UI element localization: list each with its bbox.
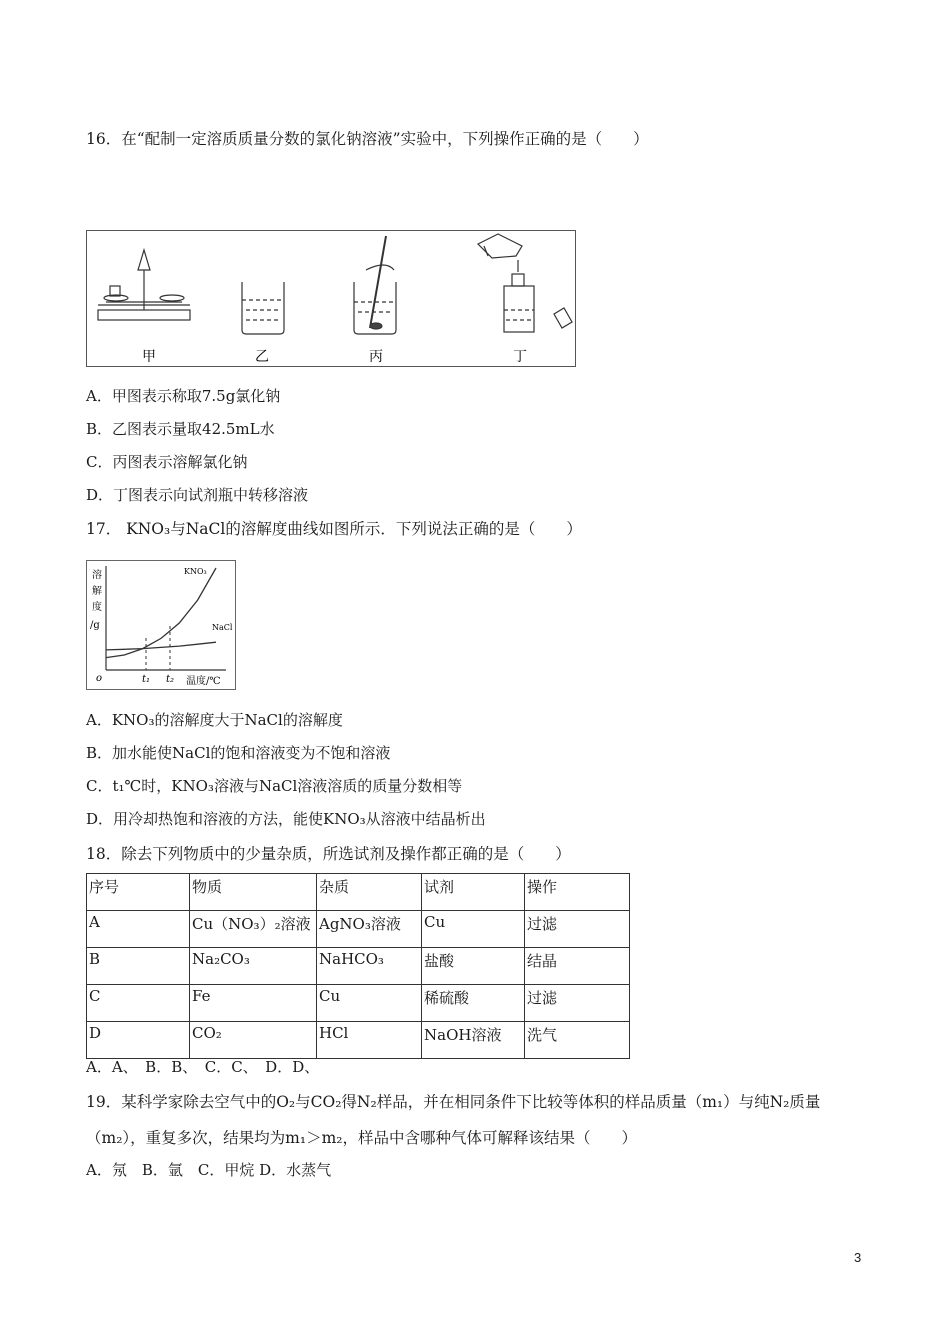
q19-options: A．氖 B．氩 C．甲烷 D．水蒸气 (86, 1161, 332, 1179)
table-cell: 洗气 (525, 1022, 630, 1059)
table-cell: HCl (317, 1022, 422, 1059)
q17-option-c: C．t₁℃时，KNO₃溶液与NaCl溶液溶质的质量分数相等 (86, 777, 463, 795)
fig-label-jia: 甲 (142, 349, 156, 365)
ylabel-char-1: 溶 (92, 570, 102, 581)
page-number: 3 (854, 1250, 862, 1265)
q16-option-d: D．丁图表示向试剂瓶中转移溶液 (86, 486, 309, 504)
q17-option-a: A．KNO₃的溶解度大于NaCl的溶解度 (86, 711, 343, 729)
header-cell: 操作 (525, 874, 630, 911)
x-axis-label: 温度/℃ (186, 676, 221, 687)
table-row (87, 985, 630, 1022)
stirring-beaker-icon (354, 236, 396, 334)
table-row (87, 948, 630, 985)
q17-option-d: D．用冷却热饱和溶液的方法，能使KNO₃从溶液中结晶析出 (86, 810, 486, 828)
q18-stem: 18．除去下列物质中的少量杂质，所选试剂及操作都正确的是（ ） (86, 845, 571, 863)
header-cell: 试剂 (422, 874, 525, 911)
beaker-icon (242, 282, 284, 334)
q16-figure (86, 230, 576, 367)
table-cell: B (87, 948, 190, 985)
q18-table (86, 873, 630, 1059)
fig-label-ding: 丁 (513, 349, 527, 365)
fig-label-bing: 丙 (369, 349, 383, 365)
q17-solubility-chart (86, 560, 236, 690)
table-cell: D (87, 1022, 190, 1059)
table-row (87, 911, 630, 948)
table-cell: NaHCO₃ (317, 948, 422, 985)
q16-option-b: B．乙图表示量取42.5mL水 (86, 420, 275, 438)
table-cell: Na₂CO₃ (190, 948, 317, 985)
table-cell: Cu (317, 985, 422, 1022)
q17-stem: 17． KNO₃与NaCl的溶解度曲线如图所示．下列说法正确的是（ ） (86, 520, 582, 538)
series-nacl-line (106, 642, 216, 650)
q19-stem-line2: （m₂），重复多次，结果均为m₁＞m₂，样品中含哪种气体可解释该结果（ ） (86, 1129, 637, 1147)
origin-label: o (96, 673, 103, 684)
table-row (87, 1022, 630, 1059)
q17-option-b: B．加水能使NaCl的饱和溶液变为不饱和溶液 (86, 744, 391, 762)
header-cell: 物质 (190, 874, 317, 911)
table-cell: A (87, 911, 190, 948)
table-header-row (87, 874, 630, 911)
table-cell: 过滤 (525, 911, 630, 948)
table-cell: NaOH溶液 (422, 1022, 525, 1059)
q16-option-a: A．甲图表示称取7.5g氯化钠 (86, 387, 281, 405)
q19-stem-line1: 19．某科学家除去空气中的O₂与CO₂得N₂样品，并在相同条件下比较等体积的样品质量（m₁）与纯N₂质量 (86, 1093, 821, 1111)
table-cell: 稀硫酸 (422, 985, 525, 1022)
legend-kno3: KNO₃ (184, 567, 207, 576)
q16-stem: 16．在“配制一定溶质质量分数的氯化钠溶液”实验中，下列操作正确的是（ ） (86, 130, 649, 148)
table-cell: 盐酸 (422, 948, 525, 985)
x-tick-t2: t₂ (166, 674, 175, 685)
table-cell: Fe (190, 985, 317, 1022)
ylabel-char-2: 解 (92, 586, 102, 597)
header-cell: 杂质 (317, 874, 422, 911)
fig-label-yi: 乙 (255, 349, 269, 365)
q18-options: A．A、 B．B、 C．C、 D．D、 (86, 1058, 320, 1076)
table-cell: 结晶 (525, 948, 630, 985)
balance-icon (98, 250, 190, 320)
ylabel-char-3: 度 (92, 602, 102, 613)
table-cell: C (87, 985, 190, 1022)
legend-nacl: NaCl (212, 623, 233, 632)
ylabel-char-4: /g (90, 620, 100, 631)
table-cell: Cu (422, 911, 525, 948)
reagent-bottle-icon (478, 234, 572, 332)
table-cell: AgNO₃溶液 (317, 911, 422, 948)
header-cell: 序号 (87, 874, 190, 911)
q16-option-c: C．丙图表示溶解氯化钠 (86, 453, 248, 471)
table-cell: Cu（NO₃）₂溶液 (190, 911, 317, 948)
table-cell: CO₂ (190, 1022, 317, 1059)
x-tick-t1: t₁ (142, 674, 151, 685)
table-cell: 过滤 (525, 985, 630, 1022)
